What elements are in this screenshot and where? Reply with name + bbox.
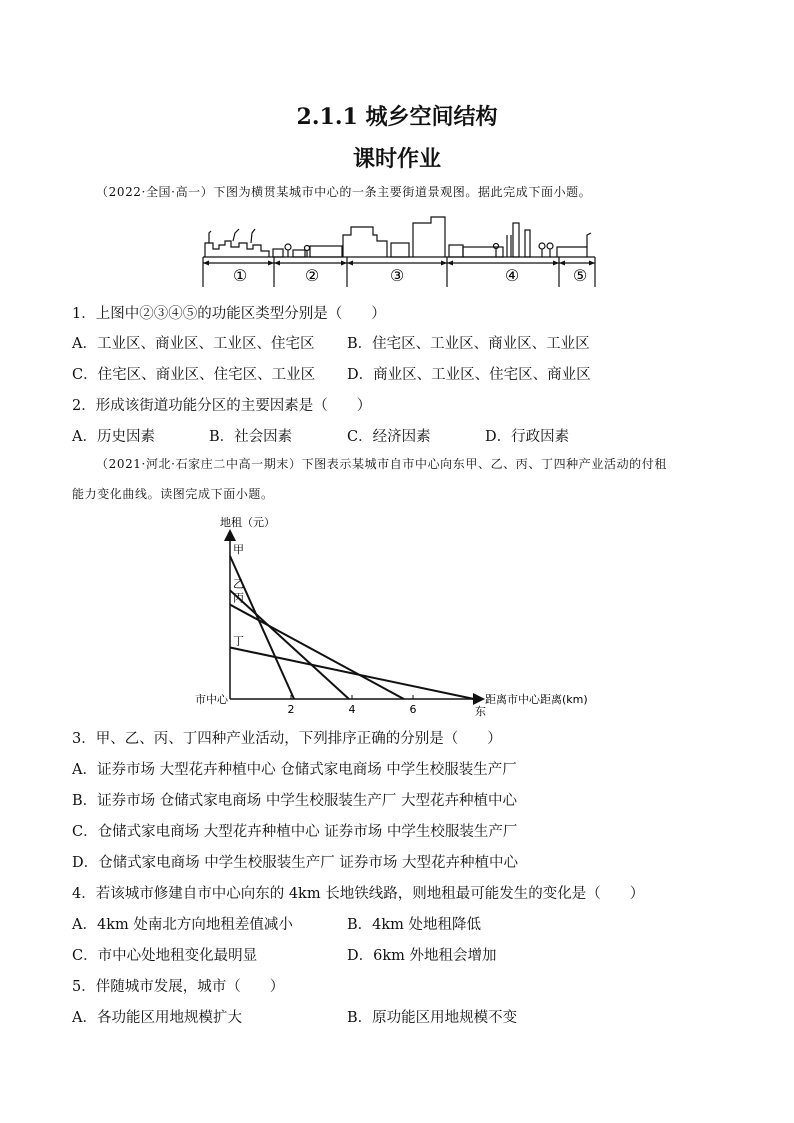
street-landscape-figure (195, 205, 605, 290)
series-label-2: 丙 (233, 591, 244, 605)
section2-intro-line2: 能力变化曲线。读图完成下面小题。 (72, 487, 274, 501)
section1-intro: （2022·全国·高一）下图为横贯某城市中心的一条主要街道景观图。据此完成下面小题。 (96, 185, 592, 199)
direction-label: 东 (475, 705, 486, 718)
q4-option-b[interactable]: B．4km 处地租降低 (347, 917, 482, 933)
series-label-3: 丁 (233, 634, 244, 648)
zone-label: ③ (389, 266, 405, 285)
q2-option-b[interactable]: B．社会因素 (209, 429, 293, 445)
zone-label: ④ (504, 266, 520, 285)
series-label-0: 甲 (233, 543, 244, 556)
q4-option-d[interactable]: D．6km 外地租会增加 (347, 948, 497, 964)
x-tick-label-1: 4 (348, 703, 356, 716)
q1-option-b[interactable]: B．住宅区、工业区、商业区、工业区 (347, 336, 590, 352)
q4-option-c[interactable]: C．市中心处地租变化最明显 (72, 948, 258, 964)
x-tick-label-2: 6 (409, 703, 417, 716)
series-label-1: 乙 (233, 577, 244, 591)
origin-label: 市中心 (195, 693, 228, 706)
q1-option-c[interactable]: C．住宅区、商业区、住宅区、工业区 (72, 367, 316, 383)
x-tick-label-0: 2 (287, 703, 295, 716)
q3-option-c[interactable]: C．仓储式家电商场 大型花卉种植中心 证券市场 中学生校服装生产厂 (72, 824, 518, 840)
q3-option-a[interactable]: A．证券市场 大型花卉种植中心 仓储式家电商场 中学生校服装生产厂 (72, 762, 517, 778)
bid-rent-chart (190, 512, 610, 722)
x-axis-label: 距离市中心距离(km) (485, 693, 588, 706)
question-3: 3．甲、乙、丙、丁四种产业活动，下列排序正确的分别是（ ） (72, 731, 502, 747)
series-line-3 (230, 648, 474, 699)
q4-option-a[interactable]: A．4km 处南北方向地租差值减小 (72, 917, 293, 933)
question-2: 2．形成该街道功能分区的主要因素是（ ） (72, 398, 372, 414)
zone-label: ① (232, 266, 248, 285)
q2-option-a[interactable]: A．历史因素 (72, 429, 155, 445)
q2-option-d[interactable]: D．行政因素 (485, 429, 570, 445)
q2-option-c[interactable]: C．经济因素 (347, 429, 431, 445)
section2-intro-line1: （2021·河北·石家庄二中高一期末）下图表示某城市自市中心向东甲、乙、丙、丁四种产业活动的付租 (96, 457, 667, 471)
question-4: 4．若该城市修建自市中心向东的 4km 长地铁线路，则地租最可能发生的变化是（ ） (72, 886, 645, 902)
zone-label: ⑤ (572, 266, 588, 285)
q1-option-a[interactable]: A．工业区、商业区、工业区、住宅区 (72, 336, 315, 352)
page-subtitle: 课时作业 (352, 146, 441, 172)
q3-option-d[interactable]: D．仓储式家电商场 中学生校服装生产厂 证券市场 大型花卉种植中心 (72, 855, 518, 871)
q5-option-b[interactable]: B．原功能区用地规模不变 (347, 1010, 518, 1026)
q5-option-a[interactable]: A．各功能区用地规模扩大 (72, 1010, 242, 1026)
series-line-2 (230, 605, 404, 699)
y-axis-label: 地租（元） (220, 516, 275, 529)
q1-option-d[interactable]: D．商业区、工业区、住宅区、商业区 (347, 367, 591, 383)
series-line-1 (230, 590, 349, 699)
question-5: 5．伴随城市发展，城市（ ） (72, 979, 285, 995)
page-title: 2.1.1 城乡空间结构 (296, 104, 498, 130)
question-1: 1．上图中②③④⑤的功能区类型分别是（ ） (72, 306, 386, 322)
q3-option-b[interactable]: B．证券市场 仓储式家电商场 中学生校服装生产厂 大型花卉种植中心 (72, 793, 517, 809)
zone-label: ② (304, 266, 320, 285)
